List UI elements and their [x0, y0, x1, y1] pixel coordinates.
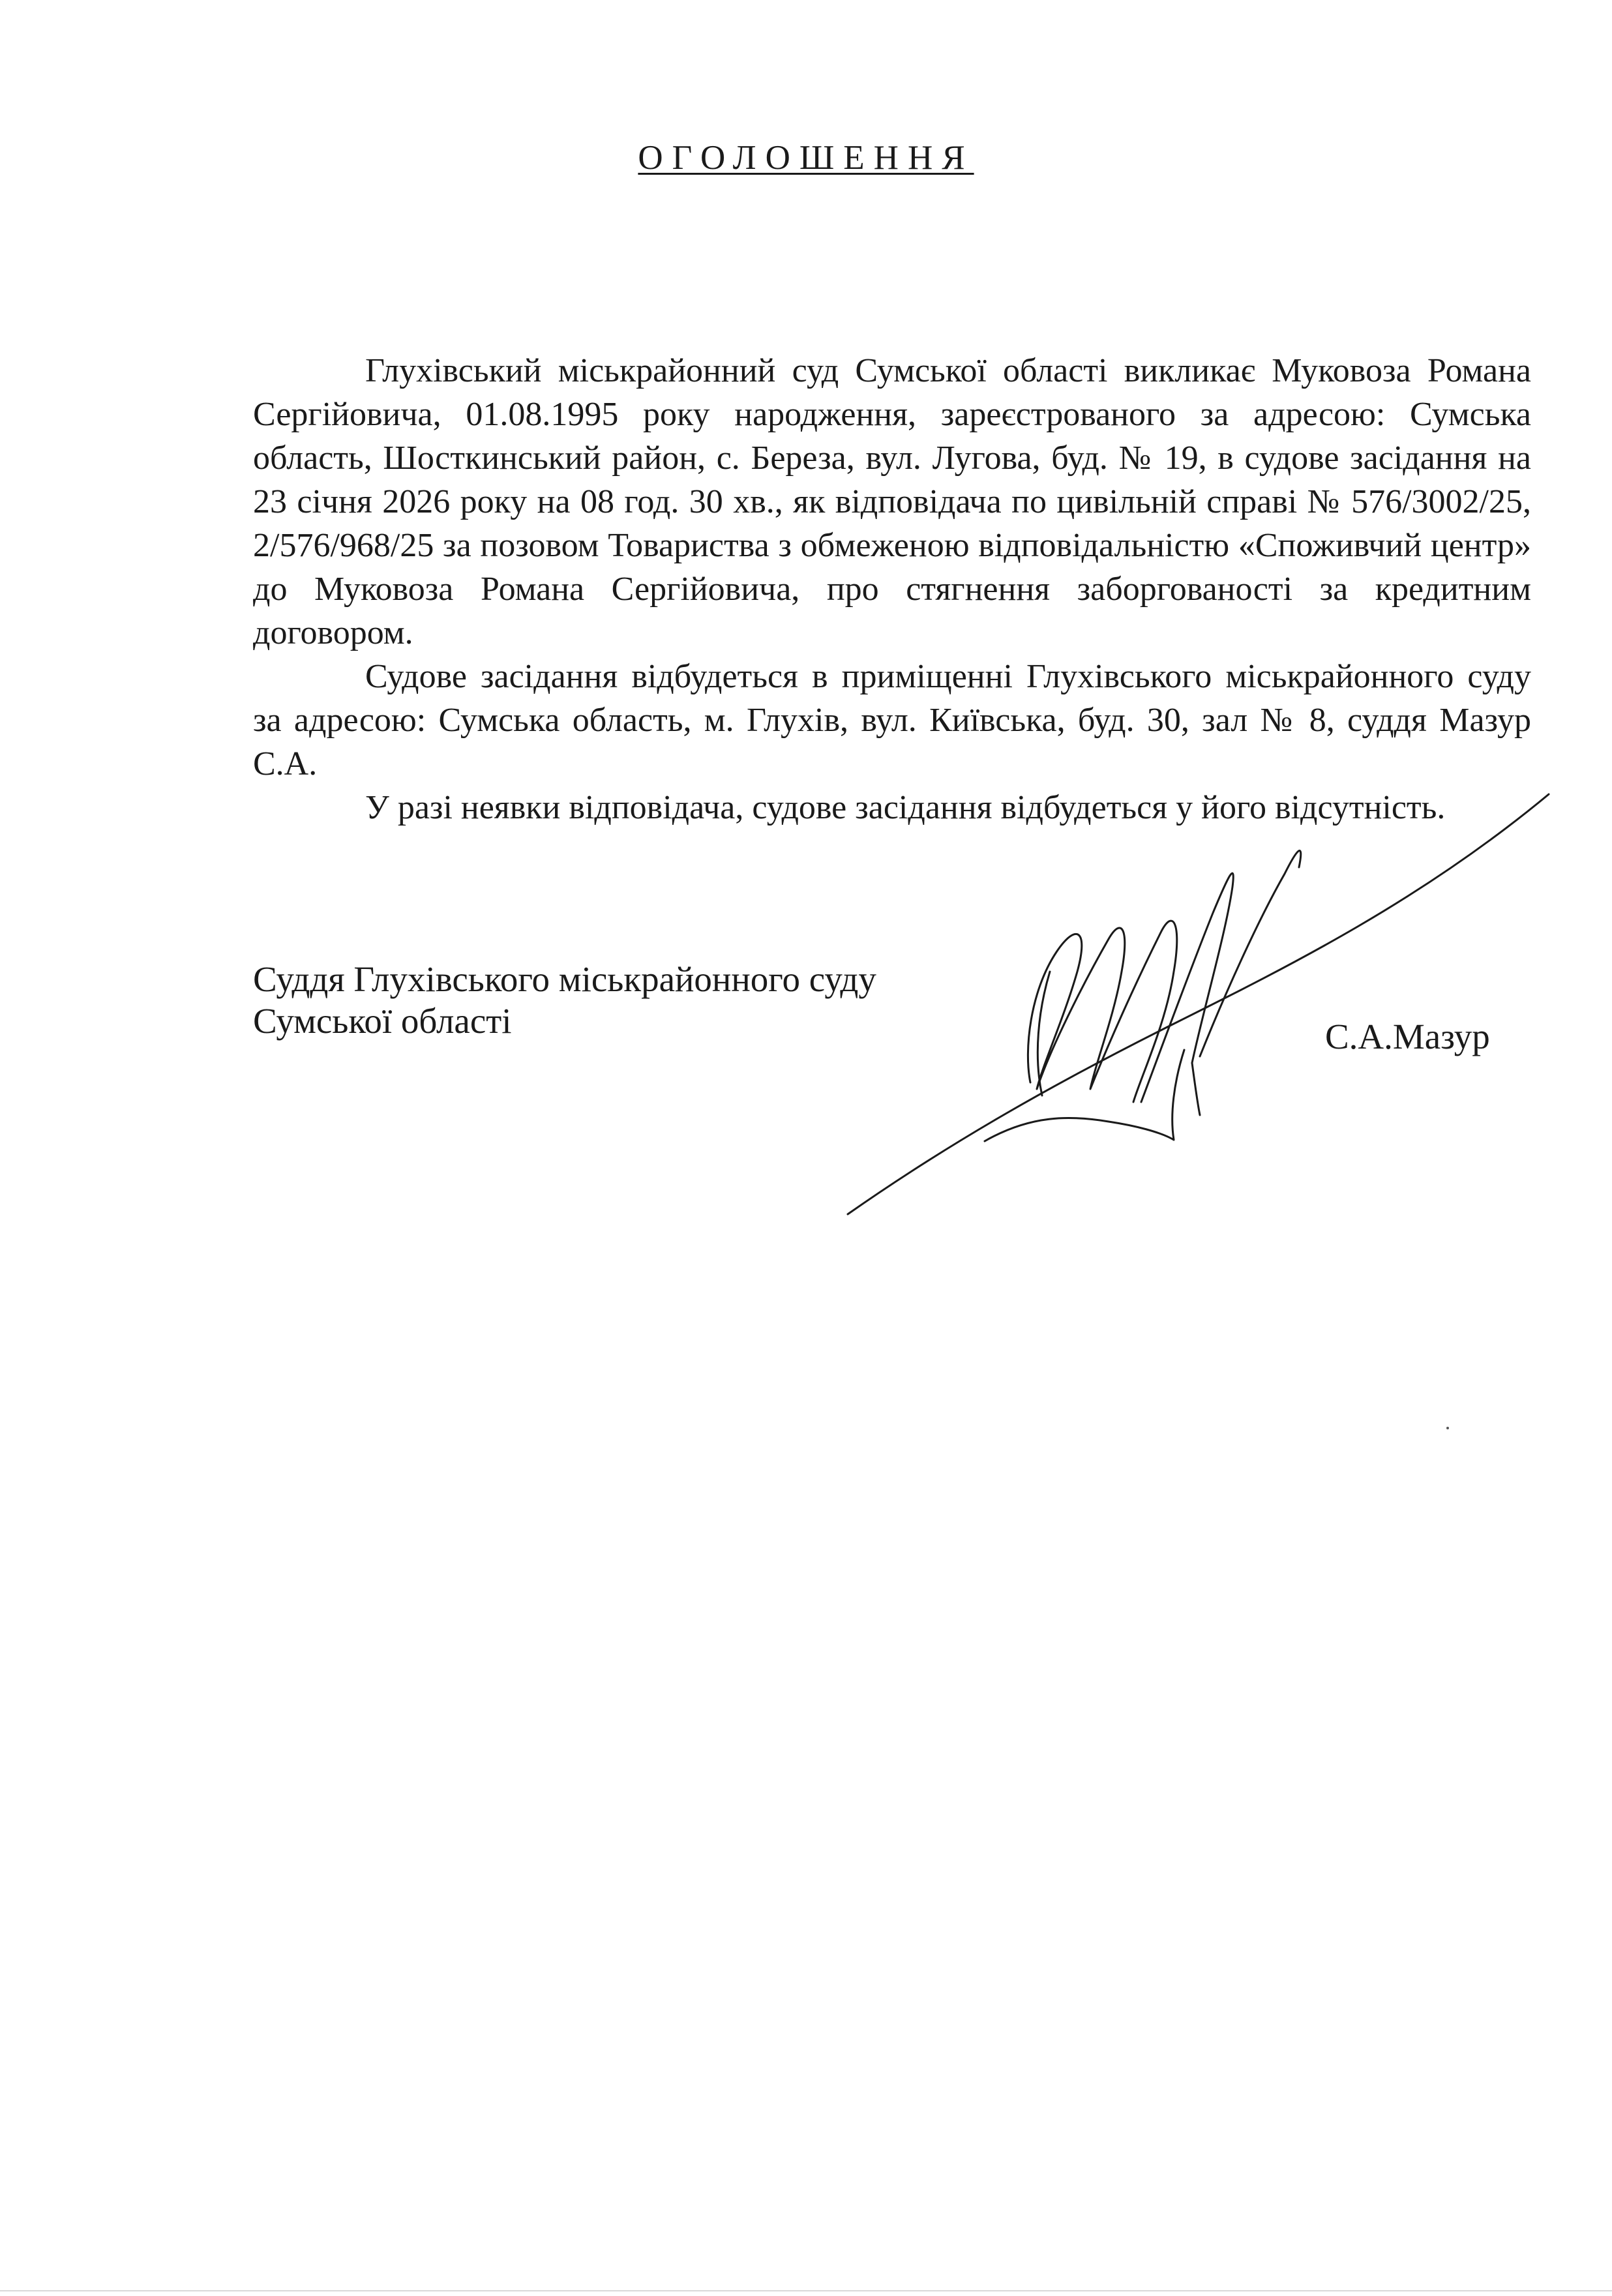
signature-position [253, 959, 876, 1042]
signatory-name: С.А.Мазур [1325, 1017, 1490, 1056]
paragraph-venue: Судове засідання відбудеться в приміщенні Глухівського міськрайонного суду за адресою: Сумська область, м. Глухів, вул. Київська, буд. 30, зал № 8, суддя Мазур С.А. [253, 658, 1531, 783]
signature-position-line1: Суддя Глухівського міськрайонного суду [253, 959, 876, 999]
document-title: ОГОЛОШЕННЯ [638, 139, 974, 177]
paragraph-summons: Глухівський міськрайонний суд Сумської області викликає Муковоза Романа Сергійовича, 01.08.1995 року народження, зареєстрованого за адресою: Сумська область, Шосткинський район, с. Береза, вул. Лугова, буд. № 19, в судове засідання на 23 січня 2026 року на 08 год. 30 хв., як відповідача по цивільній справі № 576/3002/25, 2/576/968/25 за позовом Товариства з обмеженою відповідальністю «Споживчий центр» до Муковоза Романа Сергійовича, про стягнення заборгованості за кредитним договором. [253, 352, 1531, 651]
handwritten-signature [835, 776, 1552, 1232]
page-bottom-edge [0, 2290, 1612, 2291]
signature-position-line2: Сумської області [253, 1001, 512, 1041]
paragraph-absence: У разі неявки відповідача, судове засідання відбудеться у його відсутність. [365, 789, 1446, 826]
document-body [253, 349, 1531, 829]
scan-speck [1446, 1427, 1449, 1429]
